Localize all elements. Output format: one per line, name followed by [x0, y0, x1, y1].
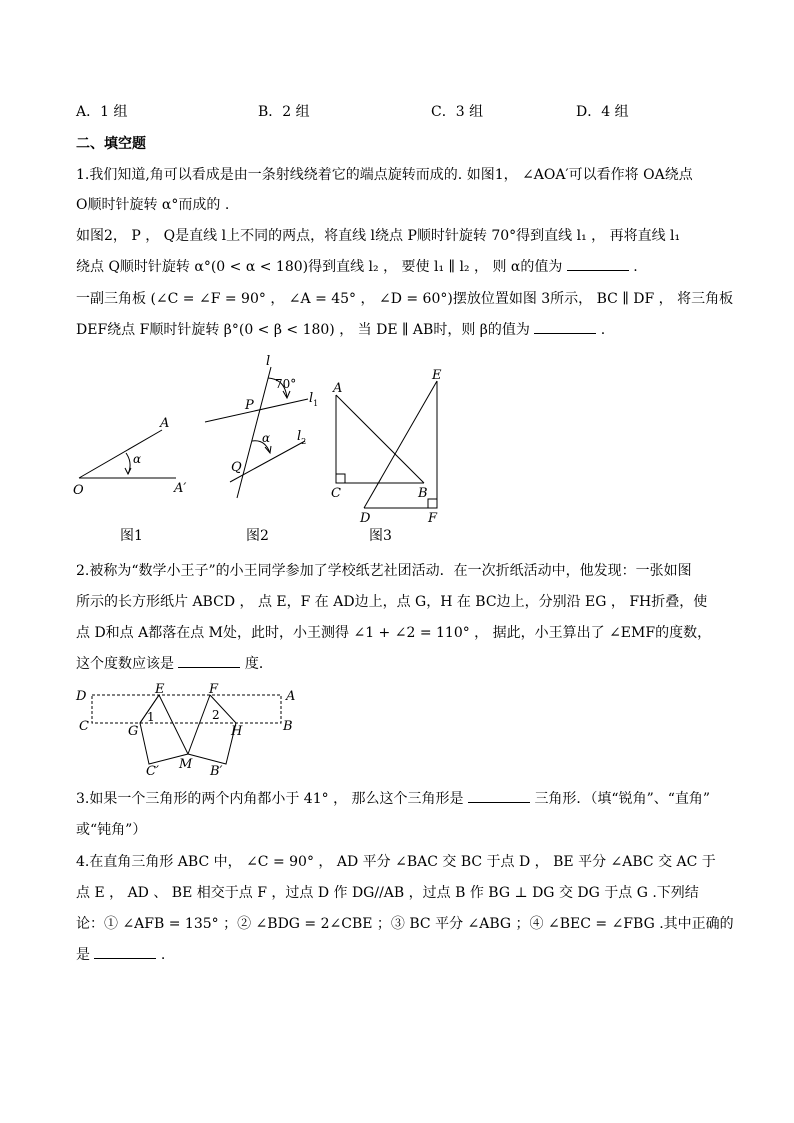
fig2-caption: 图2 — [246, 528, 269, 544]
q2-fig-G: G — [128, 724, 139, 739]
q2-fig-C-prime: C′ — [146, 764, 159, 779]
q1-answer-blank-beta[interactable] — [534, 320, 596, 334]
fig2-label-alpha: α — [262, 431, 271, 445]
q1-figures — [0, 350, 794, 550]
q2-fig-2: 2 — [212, 708, 220, 722]
q2-fig-B: B — [283, 719, 293, 734]
q4-line4-end: . — [160, 947, 166, 963]
q2-line4-text: 这个度数应该是 — [76, 656, 174, 672]
fig2-label-l: l — [266, 354, 271, 369]
fig3-label-A: A — [333, 381, 343, 396]
q3-answer-blank[interactable] — [468, 789, 530, 803]
q1-line4-text: 绕点 Q顺时针旋转 α°(0 < α < 180)得到直线 l₂ ， 要使 l₁ ∥ l₂ ， 则 α的值为 — [76, 259, 563, 275]
q2-line3: 点 D和点 A都落在点 M处，此时，小王测得 ∠1 + ∠2 = 110° ， 据此，小王算出了 ∠EMF的度数， — [76, 625, 712, 641]
option-a: A．1 组 — [76, 104, 128, 120]
q2-answer-blank[interactable] — [178, 654, 240, 668]
q1-line3: 如图2， P ， Q是直线 l上不同的两点，将直线 l绕点 P顺时针旋转 70°得到直线 l₁ ， 再将直线 l₁ — [76, 228, 681, 244]
q2-fig-C: C — [79, 719, 89, 734]
q2-line4 — [76, 654, 273, 674]
q4-line1: 4.在直角三角形 ABC 中， ∠C = 90° ， AD 平分 ∠BAC 交 BC 于点 D ， BE 平分 ∠ABC 交 AC 于 — [76, 854, 716, 870]
q2-fig-H: H — [231, 724, 243, 739]
fig2-label-Q: Q — [231, 460, 242, 475]
fig3-label-E: E — [432, 368, 442, 383]
q1-line5: 一副三角板 (∠C = ∠F = 90° ， ∠A = 45° ， ∠D = 60°)摆放位置如图 3所示， BC ∥ DF ， 将三角板 — [76, 291, 734, 307]
fig1-label-A: A — [160, 416, 170, 431]
q2-line1: 2.被称为“数学小王子”的小王同学参加了学校纸艺社团活动．在一次折纸活动中，他发现：一张如图 — [76, 563, 692, 579]
q1-line6 — [76, 320, 605, 340]
q1-line4-end: . — [633, 259, 638, 275]
fig2-label-P: P — [245, 398, 254, 413]
q3-line1 — [76, 789, 710, 809]
q2-fig-F: F — [209, 682, 219, 697]
fig3-label-B: B — [418, 486, 428, 501]
fig2-label-l1: $l_1$ — [309, 391, 319, 408]
q2-fig-M: M — [179, 757, 193, 772]
fig1-caption: 图1 — [120, 528, 143, 544]
fig2-label-70: 70° — [275, 377, 297, 391]
q1-line6-end: . — [600, 322, 606, 338]
q4-line4 — [76, 945, 165, 965]
option-b: B．2 组 — [258, 104, 310, 120]
fig2-label-l2: $l_2$ — [297, 429, 307, 446]
q2-fig-A: A — [286, 689, 296, 704]
q2-fig-1: 1 — [147, 710, 155, 724]
fig1-label-alpha: α — [133, 452, 142, 466]
fig3-label-F: F — [428, 511, 438, 526]
q1-line6-text: DEF绕点 F顺时针旋转 β°(0 < β < 180) ， 当 DE ∥ AB时，则 β的值为 — [76, 322, 530, 338]
figure-1 — [79, 430, 176, 478]
q3-line1-end: 三角形．（填“锐角”、“直角” — [534, 791, 711, 807]
q2-figure — [0, 680, 794, 780]
q3-line1-text: 3.如果一个三角形的两个内角都小于 41° ， 那么这个三角形是 — [76, 791, 464, 807]
q1-line4 — [76, 257, 638, 277]
fig3-label-D: D — [360, 511, 371, 526]
option-d: D．4 组 — [576, 104, 629, 120]
q4-line4-text: 是 — [76, 947, 90, 963]
q2-line2: 所示的长方形纸片 ABCD ， 点 E，F 在 AD边上，点 G，H 在 BC边上，分别沿 EG ， FH折叠，使 — [76, 594, 708, 610]
fig1-label-A-prime: A′ — [174, 481, 187, 496]
fig1-label-O: O — [73, 483, 84, 498]
q1-line2: O顺时针旋转 α°而成的 . — [76, 197, 230, 213]
q1-answer-blank-alpha[interactable] — [567, 257, 629, 271]
fig3-label-C: C — [331, 486, 341, 501]
q3-line2: 或“钝角”） — [76, 822, 147, 838]
option-c: C．3 组 — [431, 104, 484, 120]
q2-fig-D: D — [76, 689, 87, 704]
q4-answer-blank[interactable] — [94, 945, 156, 959]
q2-fig-E: E — [155, 682, 165, 697]
q4-line2: 点 E ， AD 、 BE 相交于点 F ，过点 D 作 DG//AB ，过点 B 作 BG ⊥ DG 交 DG 于点 G .下列结 — [76, 885, 699, 901]
q1-line1: 1.我们知道,角可以看成是由一条射线绕着它的端点旋转而成的. 如图1， ∠AOA′可以看作将 OA绕点 — [76, 167, 693, 183]
fig3-caption: 图3 — [369, 528, 392, 544]
q2-line4-end: 度． — [244, 656, 273, 672]
q4-line3: 论：① ∠AFB = 135° ；② ∠BDG = 2∠CBE ；③ BC 平分 ∠ABG ；④ ∠BEC = ∠FBG .其中正确的 — [76, 916, 734, 932]
section-title: 二、填空题 — [76, 136, 146, 152]
q2-fig-B-prime: B′ — [210, 764, 223, 779]
